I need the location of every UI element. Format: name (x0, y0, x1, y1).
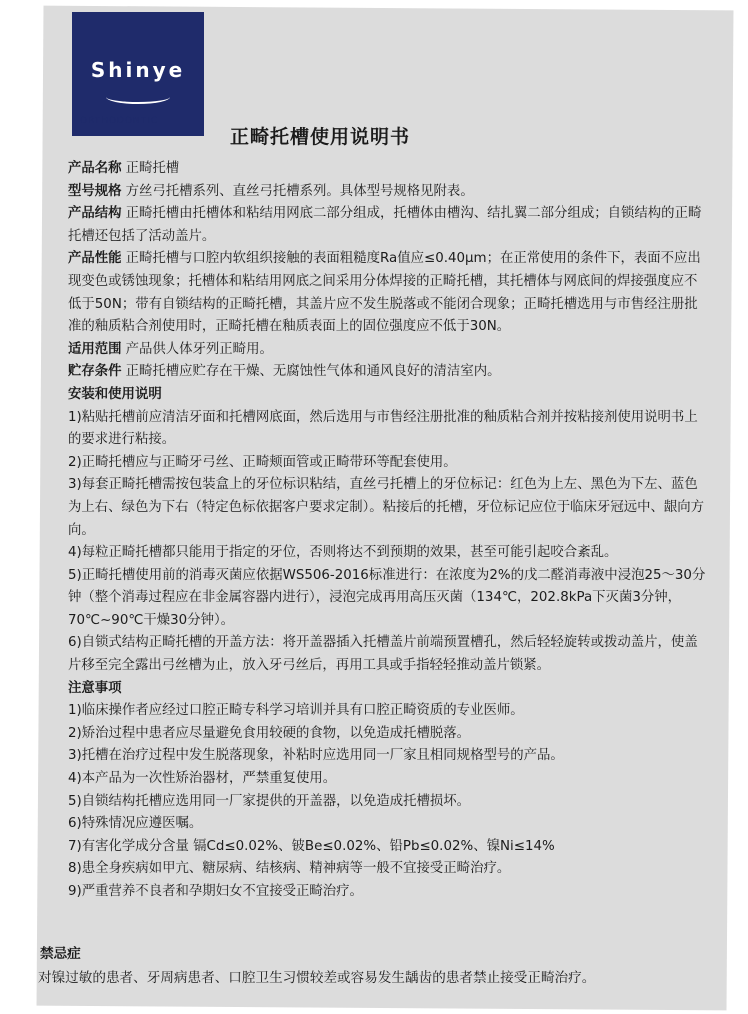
install-item: 6)自锁式结构正畸托槽的开盖方法：将开盖器插入托槽盖片前端预置槽孔，然后轻轻旋转或拨动盖片，使盖片移至完全露出弓丝槽为止，放入牙弓丝后，再用工具或手指轻轻推动盖片锁紧。 (68, 635, 698, 674)
field-storage (68, 361, 708, 384)
field-text: 正畸托槽应贮存在干燥、无腐蚀性气体和通风良好的清洁室内。 (125, 364, 501, 380)
field-scope (68, 339, 708, 362)
install-item: 4)每粒正畸托槽都只能用于指定的牙位，否则将达不到预期的效果，甚至可能引起咬合紊乱。 (68, 545, 618, 561)
notes-list (68, 700, 708, 903)
notes-heading: 注意事项 (68, 680, 122, 696)
note-item: 6)特殊情况应遵医嘱。 (68, 816, 203, 832)
field-text: 方丝弓托槽系列、直丝弓托槽系列。具体型号规格见附表。 (125, 183, 474, 199)
field-label: 产品名称 (68, 161, 122, 176)
install-item: 2)正畸托槽应与正畸牙弓丝、正畸颊面管或正畸带环等配套使用。 (68, 454, 457, 470)
field-text: 正畸托槽 (125, 161, 180, 176)
logo-smile-icon (106, 90, 170, 104)
field-performance (68, 248, 708, 338)
field-label: 适用范围 (68, 341, 122, 357)
note-item: 4)本产品为一次性矫治器材，严禁重复使用。 (68, 771, 337, 787)
field-text: 正畸托槽与口腔内软组织接触的表面粗糙度Ra值应≤0.40μm；在正常使用的条件下，表面不应出现变色或锈蚀现象；托槽体和粘结用网底之间采用分体焊接的正畸托槽，其托槽体与网底间的焊接强度应不低于50N；带有自锁结构的正畸托槽，其盖片应不发生脱落或不能闭合现象；正畸托槽选用与市售经注册批准的釉质粘合剂使用时，正畸托槽在釉质表面上的固位强度应不低于30N。 (68, 251, 701, 335)
document-body (68, 158, 708, 904)
install-item: 3)每套正畸托槽需按包装盒上的牙位标识粘结，直丝弓托槽上的牙位标记：红色为上左、黑色为下左、蓝色为上右、绿色为下右（特定色标依据客户要求定制）。粘接后的托槽，牙位标记应位于临床牙冠远中、龈向方向。 (68, 477, 705, 538)
install-heading: 安装和使用说明 (68, 386, 162, 402)
field-model (68, 181, 708, 204)
field-product-name (68, 158, 708, 181)
install-list (68, 407, 708, 678)
page-title: 正畸托槽使用说明书 (230, 126, 411, 148)
note-item: 3)托槽在治疗过程中发生脱落现象，补粘时应选用同一厂家且相同规格型号的产品。 (68, 748, 564, 764)
field-label: 产品结构 (68, 206, 122, 222)
install-item: 5)正畸托槽使用前的消毒灭菌应依据WS506-2016标准进行：在浓度为2%的戊二醛消毒液中浸泡25～30分钟（整个消毒过程应在非金属容器内进行），浸泡完成再用高压灭菌（134℃，202.8kPa下灭菌3分钟，70℃~90℃干燥30分钟）。 (68, 567, 706, 628)
note-item: 7)有害化学成分含量 镉Cd≤0.02%、铍Be≤0.02%、铅Pb≤0.02%、镍Ni≤14% (68, 838, 555, 854)
field-label: 贮存条件 (68, 364, 122, 380)
field-structure (68, 203, 708, 248)
install-item: 1)粘贴托槽前应清洁牙面和托槽网底面，然后选用与市售经注册批准的釉质粘合剂并按粘接剂使用说明书上的要求进行粘接。 (68, 409, 698, 448)
brand-name: Shinye (90, 58, 186, 82)
field-text: 正畸托槽由托槽体和粘结用网底二部分组成，托槽体由槽沟、结扎翼二部分组成；自锁结构的正畸托槽还包括了活动盖片。 (68, 206, 702, 244)
note-item: 8)患全身疾病如甲亢、糖尿病、结核病、精神病等一般不宜接受正畸治疗。 (68, 861, 511, 877)
contraindication-heading: 禁忌症 (40, 946, 81, 962)
field-label: 型号规格 (68, 183, 122, 199)
note-item: 1)临床操作者应经过口腔正畸专科学习培训并具有口腔正畸资质的专业医师。 (68, 703, 524, 719)
field-text: 产品供人体牙列正畸用。 (125, 341, 273, 357)
note-item: 5)自锁结构托槽应选用同一厂家提供的开盖器，以免造成托槽损坏。 (68, 793, 471, 809)
contraindication-text: 对镍过敏的患者、牙周病患者、口腔卫生习惯较差或容易发生龋齿的患者禁止接受正畸治疗。 (38, 970, 596, 986)
field-label: 产品性能 (68, 251, 122, 267)
note-item: 2)矫治过程中患者应尽量避免食用较硬的食物，以免造成托槽脱落。 (68, 725, 471, 741)
note-item: 9)严重营养不良者和孕期妇女不宜接受正畸治疗。 (68, 884, 363, 899)
brand-subtitle: ORTHODONTIC (80, 116, 159, 126)
